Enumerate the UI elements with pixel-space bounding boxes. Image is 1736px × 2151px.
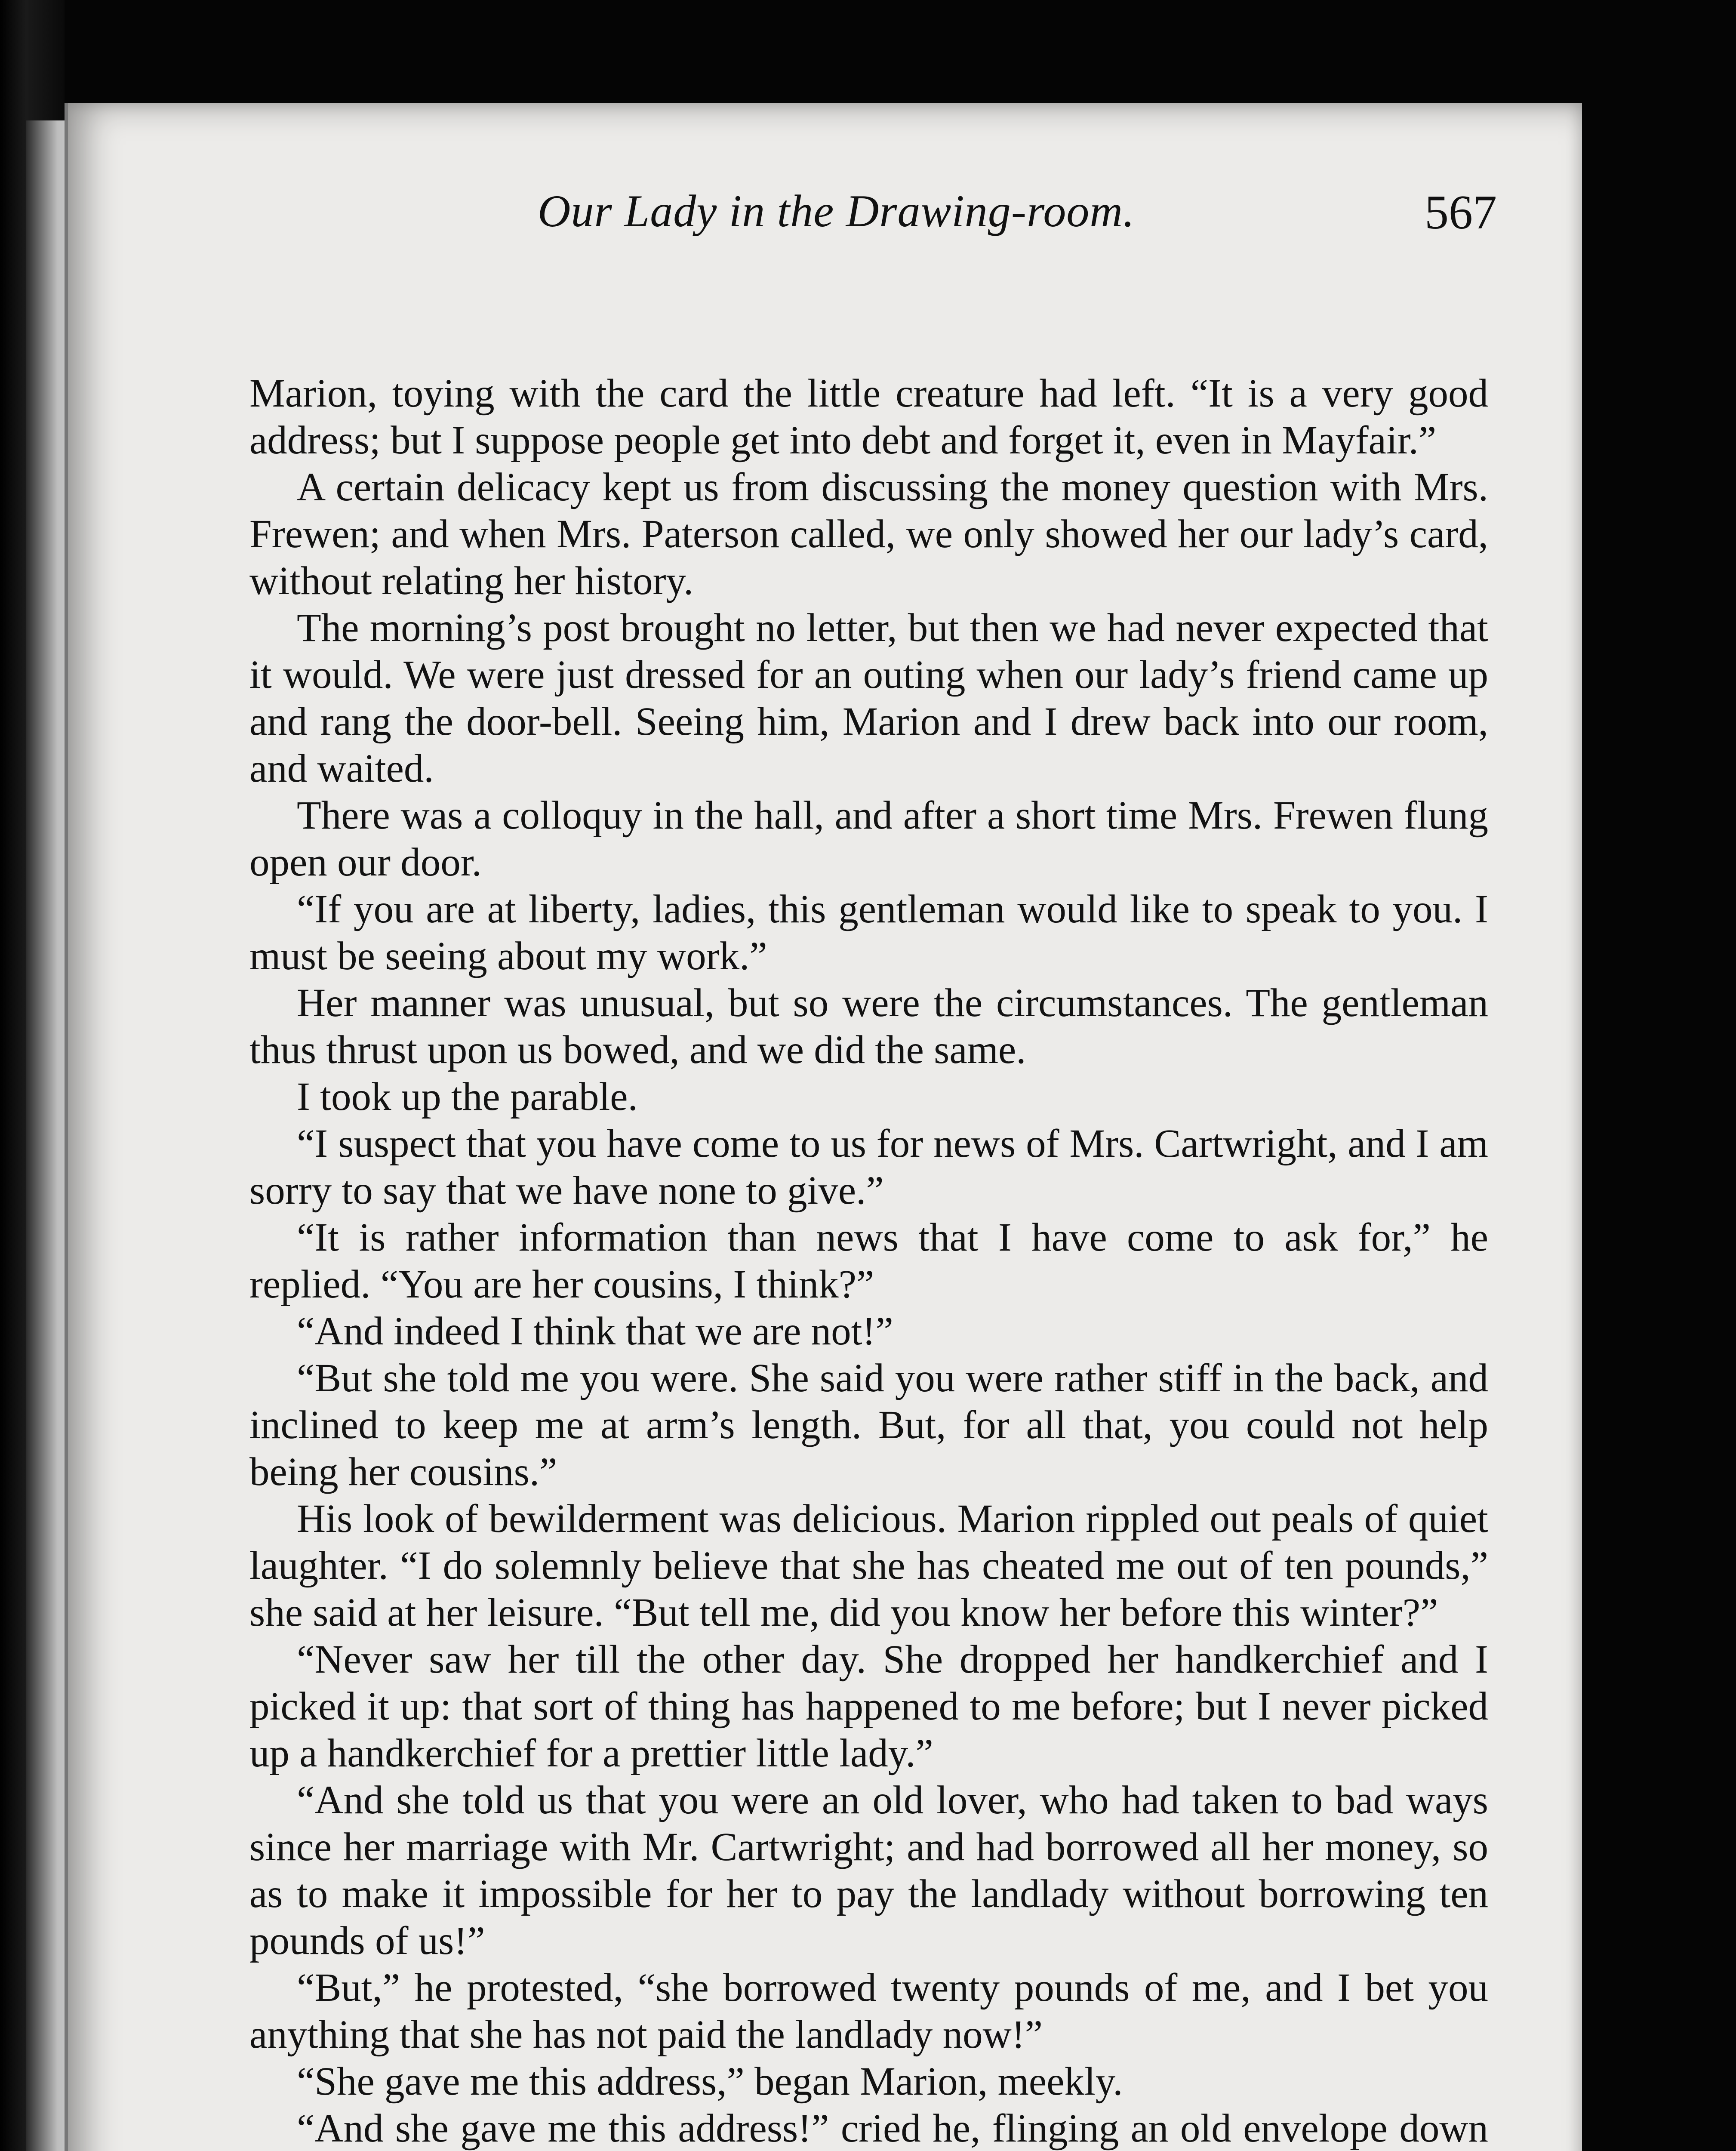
paragraph: “But she told me you were. She said you were rather stiff in the back, and inclined to keep me at arm’s length. But, for all that, you could not help being her cousins.” xyxy=(249,1356,1488,1494)
paragraph: A certain delicacy kept us from discussing the money question with Mrs. Frewen; and when Mrs. Paterson called, we only showed her our lady’s card, without relating her history. xyxy=(249,465,1488,603)
paragraph: There was a colloquy in the hall, and after a short time Mrs. Frewen flung open our door. xyxy=(249,793,1488,884)
page-header xyxy=(473,185,1497,254)
paragraph: “It is rather information than news that I have come to ask for,” he replied. “You are her cousins, I think?” xyxy=(249,1215,1488,1307)
page-number: 567 xyxy=(1425,186,1497,239)
paragraph: “And indeed I think that we are not!” xyxy=(297,1309,893,1353)
paragraph: “If you are at liberty, ladies, this gentleman would like to speak to you. I must be seeing about my work.” xyxy=(249,887,1488,978)
paragraph: “And she told us that you were an old lover, who had taken to bad ways since her marriage with Mr. Cartwright; and had borrowed all her money, so as to make it impossible for her to pay the landlady without borrowing ten pounds of us!” xyxy=(249,1778,1488,1963)
paragraph: “She gave me this address,” began Marion, meekly. xyxy=(297,2059,1123,2104)
paragraph: Her manner was unusual, but so were the circumstances. The gentleman thus thrust upon us bowed, and we did the same. xyxy=(249,981,1488,1072)
paragraph: His look of bewilderment was delicious. Marion rippled out peals of quiet laughter. “I do solemnly believe that she has cheated me out of ten pounds,” she said at her leisure. “But tell me, did you know her before this winter?” xyxy=(249,1497,1488,1635)
paragraph: “Never saw her till the other day. She dropped her handkerchief and I picked it up: that sort of thing has happened to me before; but I never picked up a handkerchief for a prettier little lady.” xyxy=(249,1637,1488,1775)
paragraph: “I suspect that you have come to us for news of Mrs. Cartwright, and I am sorry to say that we have none to give.” xyxy=(249,1122,1488,1213)
paragraph: “But,” he protested, “she borrowed twenty pounds of me, and I bet you anything that she has not paid the landlady now!” xyxy=(249,1966,1488,2057)
paragraph: I took up the parable. xyxy=(297,1075,638,1119)
paragraph: “And she gave me this address!” cried he, flinging an old envelope down xyxy=(297,2106,1488,2151)
running-title: Our Lady in the Drawing-room. xyxy=(538,186,1135,236)
body-text xyxy=(249,370,1488,2151)
paragraph: Marion, toying with the card the little creature had left. “It is a very good address; but I suppose people get into debt and forget it, even in Mayfair.” xyxy=(249,371,1488,462)
paragraph: The morning’s post brought no letter, but then we had never expected that it would. We were just dressed for an outing when our lady’s friend came up and rang the door-bell. Seeing him, Marion and I drew back into our room, and waited. xyxy=(249,606,1488,791)
